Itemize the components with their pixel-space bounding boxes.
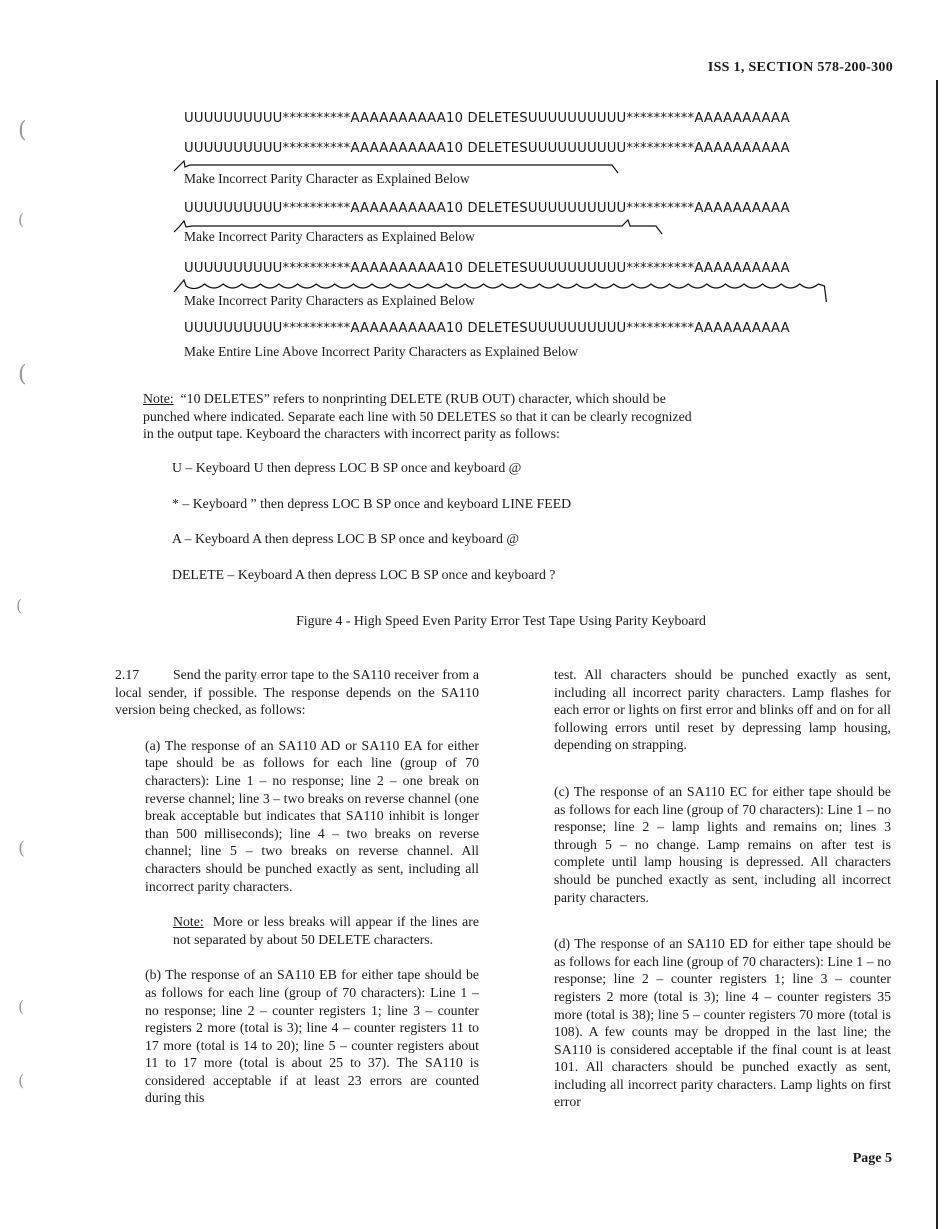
margin-mark: ( [16, 596, 23, 615]
margin-mark: ( [18, 362, 27, 387]
margin-mark: ( [18, 997, 25, 1016]
figure-note [143, 390, 703, 443]
margin-mark: ( [18, 210, 25, 229]
item-a-note [173, 913, 479, 948]
margin-mark: ( [18, 838, 26, 859]
item-a: (a) The response of an SA110 AD or SA110 EA for either tape should be as follows for each line (group of 70 characters): Line 1 – no response; line 2 – one break on reverse channel; line 3 – two breaks on reverse channel (one break acceptable but indicates that SA110 inhibit is longer than 500 milliseconds); line 4 – two breaks on reverse channel; line 5 – two breaks on reverse channel. All characters should be punched exactly as sent, including all incorrect parity characters. [145, 737, 479, 894]
tape-line-4: UUUUUUUUUU**********AAAAAAAAAA10 DELETESUUUUUUUUUU**********AAAAAAAAAA [184, 261, 790, 276]
margin-mark: ( [18, 118, 27, 143]
left-column [115, 666, 479, 1107]
note-text: “10 DELETES” refers to nonprinting DELETE (RUB OUT) character, which should be punched where indicated. Separate each line with 50 DELETES so that it can be clearly recognized in the output tape. Keyboard the characters with incorrect parity as follows: [143, 391, 692, 441]
page-number: Page 5 [852, 1151, 892, 1166]
tape-line-5: UUUUUUUUUU**********AAAAAAAAAA10 DELETESUUUUUUUUUU**********AAAAAAAAAA [184, 321, 790, 336]
caption-line-5: Make Entire Line Above Incorrect Parity Characters as Explained Below [184, 344, 578, 359]
note-label: Note: [173, 914, 204, 930]
right-edge-rule [936, 80, 938, 1229]
keyboard-instruction-delete: DELETE – Keyboard A then depress LOC B SP once and keyboard ? [172, 567, 556, 582]
page-header: ISS 1, SECTION 578-200-300 [707, 60, 893, 75]
item-d: (d) The response of an SA110 ED for either tape should be as follows for each line (group of 70 characters): Line 1 – no response; line 2 – counter registers 1; line 3 – counter registers 2 more (total is 3); line 4 – counter registers 35 more (total is 38); line 5 – counter registers 70 more (total is 108). A few counts may be dropped in the last line; the SA110 is considered acceptable if the final count is at least 101. All characters should be punched exactly as sent, including all incorrect parity characters. Lamp lights on first error [554, 936, 891, 1110]
paragraph-2-17-text: Send the parity error tape to the SA110 receiver from a local sender, if possible. The response depends on the SA110 version being checked, as follows: [115, 667, 479, 718]
item-b: (b) The response of an SA110 EB for either tape should be as follows for each line (group of 70 characters): Line 1 – no response; line 2 – counter registers 1; line 3 – counter registers 2 more (total is 3); line 4 – counter registers 11 to 17 more (total is 14 to 20); line 5 – counter registers about 11 to 17 more (total is about 25 to 37). The SA110 is considered acceptable if at least 23 errors are counted during this [145, 967, 479, 1106]
note-text: More or less breaks will appear if the lines are not separated by about 50 DELETE characters. [173, 914, 479, 947]
tape-line-3: UUUUUUUUUU**********AAAAAAAAAA10 DELETESUUUUUUUUUU**********AAAAAAAAAA [184, 201, 790, 216]
caption-line-2: Make Incorrect Parity Character as Explained Below [184, 171, 470, 186]
right-column [554, 666, 891, 1111]
caption-line-4: Make Incorrect Parity Characters as Explained Below [184, 293, 475, 308]
item-b-continued: test. All characters should be punched exactly as sent, including all incorrect parity characters. Lamp flashes for each error or lights on first error and blinks off and on for all following errors until reset by depressing lamp housing, depending on strapping. [554, 667, 891, 753]
note-label: Note: [143, 391, 174, 406]
item-c: (c) The response of an SA110 EC for either tape should be as follows for each line (group of 70 characters): Line 1 – no response; line 2 – lamp lights and remains on; lines 3 through 5 – no change. Lamp remains on after test is complete until lamp housing is depressed. All characters should be punched exactly as sent, including all incorrect parity characters. [554, 783, 891, 905]
figure-title: Figure 4 - High Speed Even Parity Error Test Tape Using Parity Keyboard [296, 613, 706, 628]
tape-line-2: UUUUUUUUUU**********AAAAAAAAAA10 DELETESUUUUUUUUUU**********AAAAAAAAAA [184, 141, 790, 156]
keyboard-instruction-a: A – Keyboard A then depress LOC B SP once and keyboard @ [172, 531, 520, 546]
margin-mark: ( [18, 1071, 25, 1090]
tape-line-1: UUUUUUUUUU**********AAAAAAAAAA10 DELETESUUUUUUUUUU**********AAAAAAAAAA [184, 111, 790, 126]
paragraph-number: 2.17 [115, 667, 140, 682]
paragraph-2-17 [115, 666, 479, 719]
keyboard-instruction-star: * – Keyboard ” then depress LOC B SP once and keyboard LINE FEED [172, 496, 572, 511]
keyboard-instruction-u: U – Keyboard U then depress LOC B SP once and keyboard @ [172, 460, 522, 475]
caption-line-3: Make Incorrect Parity Characters as Explained Below [184, 229, 475, 244]
